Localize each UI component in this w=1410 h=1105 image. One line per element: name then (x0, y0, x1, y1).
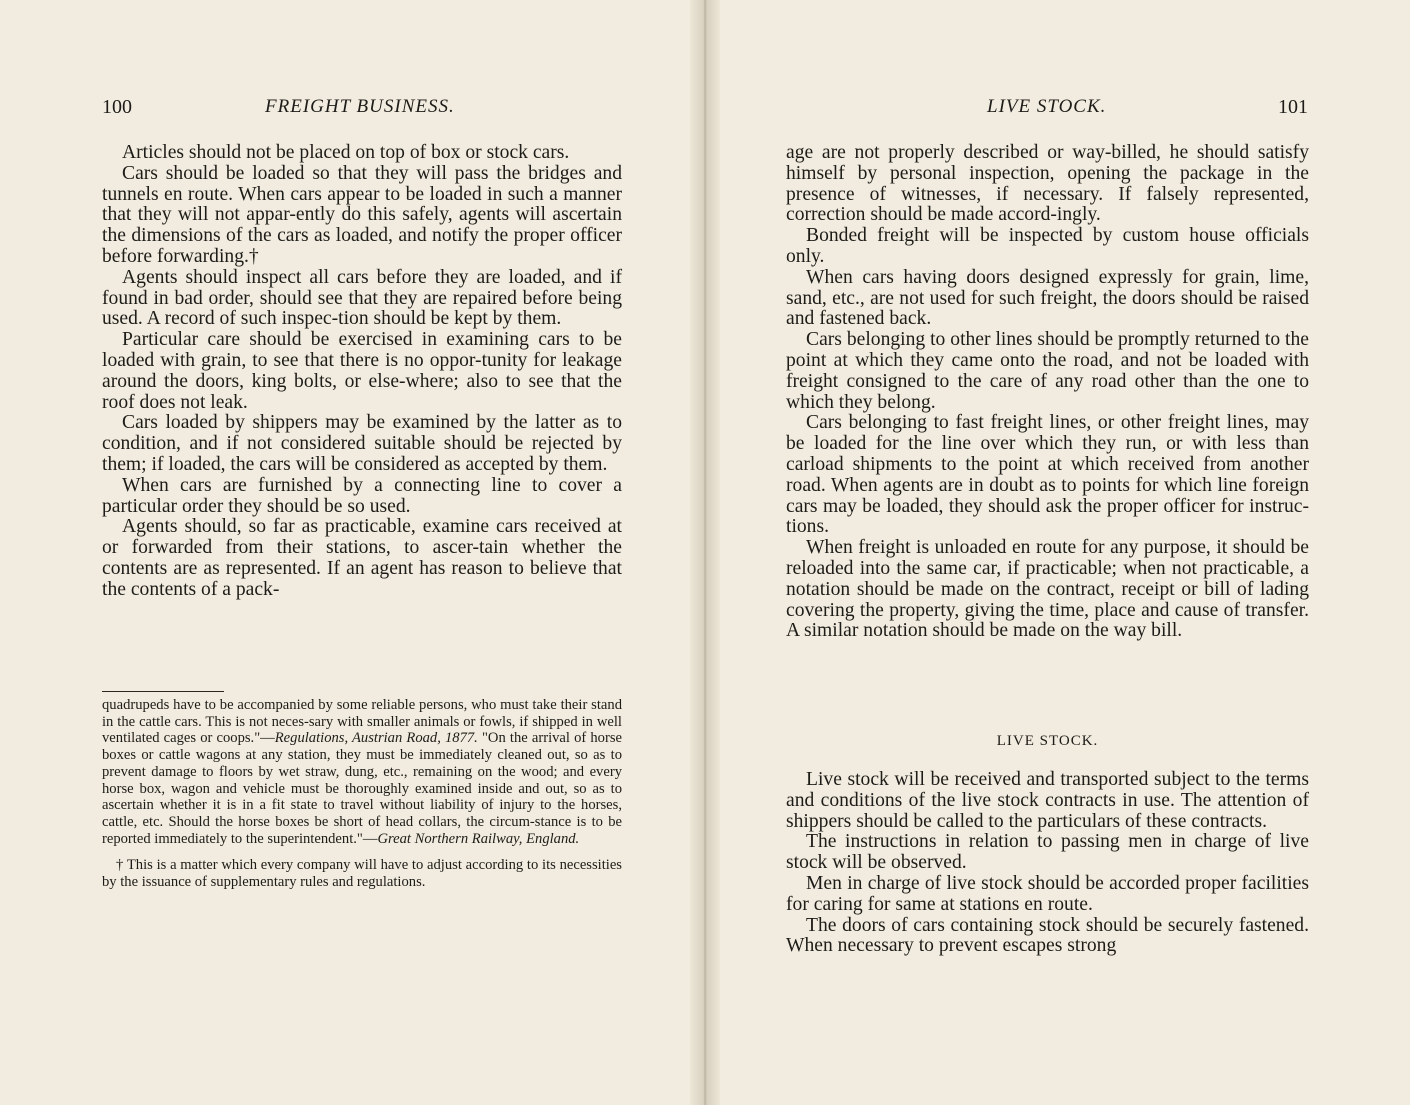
footnote-2: † This is a matter which every company will have to adjust according to its necessities by the issuance of supplementary rules and regulations. (102, 857, 622, 891)
paragraph: Cars belonging to fast freight lines, or other freight lines, may be loaded for the line over which they run, or with less than carload shipments to the point at which received from another road. When agents are in doubt as to points for which line foreign cars may be loaded, they should ask the proper officer for instruc-tions. (786, 412, 1309, 538)
footnote-1-text-b: "On the arrival of horse boxes or cattle wagons at any station, they must be immediately cleaned out, so as to prevent damage to floors by wet straw, dung, etc., remaining on the wood; and every horse box, wagon and vehicle must be thoroughly examined inside and out, so as to ascertain whether it is in a fit state to travel without liability of injury to the horses, cattle, etc. Should the horse boxes be short of head collars, the circum-stance is to be reported immediately to the superintendent."— (102, 730, 622, 847)
footnote-1 (102, 697, 622, 847)
right-page-body (786, 143, 1309, 642)
left-page-body (102, 143, 622, 601)
paragraph: When cars having doors designed expressly for grain, lime, sand, etc., are not used for such freight, the doors should be raised and fastened back. (786, 266, 1309, 330)
live-stock-section-body (786, 770, 1309, 957)
left-page-number: 100 (102, 96, 132, 118)
footnote-rule (102, 691, 224, 692)
paragraph: When freight is unloaded en route for any purpose, it should be reloaded into the same car, if practicable; when not practicable, a notation should be made on the contract, receipt or bill of lading covering the property, giving the time, place and cause of transfer. A similar notation should be made on the way bill. (786, 537, 1309, 642)
right-page (715, 0, 1410, 1105)
footnote-1-citation-1: Regulations, Austrian Road, 1877. (274, 730, 478, 747)
paragraph: Agents should inspect all cars before they are loaded, and if found in bad order, should see that they are repaired before being used. A record of such inspec-tion should be kept by them. (102, 266, 622, 330)
left-page (0, 0, 695, 1105)
paragraph: Particular care should be exercised in examining cars to be loaded with grain, to see that there is no oppor-tunity for leakage around the doors, king bolts, or else-where; also to see that the roof does not leak. (102, 329, 622, 413)
paragraph: Bonded freight will be inspected by custom house officials only. (786, 225, 1309, 267)
footnote-1-text-a: quadrupeds have to be accompanied by some reliable persons, who must take their stand in the cattle cars. This is not neces-sary with smaller animals or fowls, if shipped in well ventilated cages or coops."— (102, 697, 622, 747)
right-page-number: 101 (1278, 96, 1308, 118)
paragraph: Cars loaded by shippers may be examined by the latter as to condition, and if not considered suitable should be rejected by them; if loaded, the cars will be considered as accepted by them. (102, 412, 622, 475)
paragraph: Cars belonging to other lines should be promptly returned to the point at which they came onto the road, and not be loaded with freight consigned to the care of any road other than the one to which they belong. (786, 329, 1309, 413)
paragraph: When cars are furnished by a connecting line to cover a particular order they should be so used. (102, 474, 622, 517)
section-heading: LIVE STOCK. (996, 733, 1099, 749)
paragraph: Agents should, so far as practicable, examine cars received at or forwarded from their stations, to ascer-tain whether the contents are as represented. If an agent has reason to believe that the contents of a pack- (102, 516, 622, 600)
paragraph: The doors of cars containing stock should be securely fastened. When necessary to prevent escapes strong (786, 914, 1309, 957)
paragraph: Articles should not be placed on top of box or stock cars. (122, 142, 570, 163)
paragraph: Men in charge of live stock should be accorded proper facilities for caring for same at stations en route. (786, 872, 1309, 915)
continued-paragraph: age are not properly described or way-billed, he should satisfy himself by personal inspection, opening the package in the presence of witnesses, if necessary. If falsely represented, correction should be made accord-ingly. (786, 142, 1309, 226)
right-running-title: LIVE STOCK. (987, 96, 1107, 117)
left-running-title: FREIGHT BUSINESS. (265, 96, 455, 117)
footnotes (102, 697, 622, 891)
paragraph: The instructions in relation to passing men in charge of live stock will be observed. (786, 831, 1309, 874)
footnote-1-citation-2: Great Northern Railway, England. (377, 830, 580, 847)
paragraph: Cars should be loaded so that they will pass the bridges and tunnels en route. When cars appear to be loaded in such a manner that they will not appar-ently do this safely, agents will ascertain the dimensions of the cars as loaded, and notify the proper officer before forwarding.† (102, 162, 622, 267)
paragraph: Live stock will be received and transported subject to the terms and conditions of the live stock contracts in use. The attention of shippers should be called to the particulars of these contracts. (786, 769, 1309, 832)
